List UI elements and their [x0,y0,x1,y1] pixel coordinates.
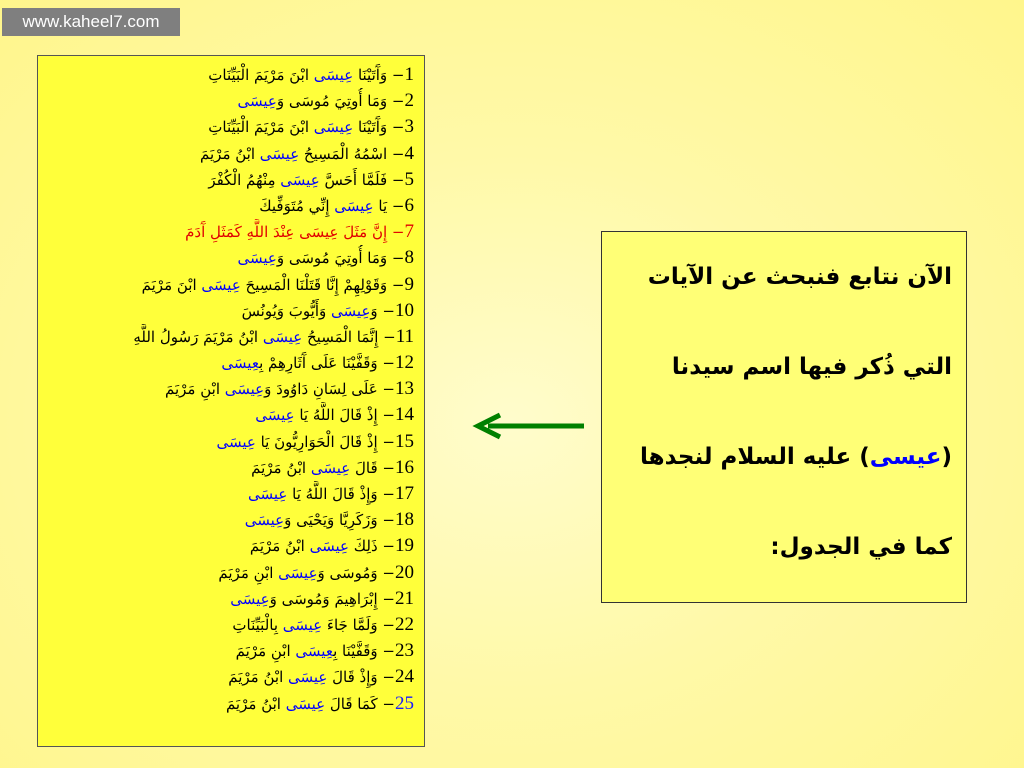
verse-text-before: وَقَوْلِهِمْ إِنَّا قَتَلْنَا الْمَسِيحَ [240,275,388,294]
verse-row [42,402,414,428]
verse-text-before: وَلَمَّا جَاءَ [322,615,378,634]
verse-text-before: وَمَا أُوتِيَ مُوسَى وَ [276,92,388,111]
verse-row [42,193,414,219]
verse-number: 8 [404,247,414,269]
verse-row [42,141,414,167]
verse-number: 11 [395,325,414,347]
verse-dash: − [377,511,395,530]
verse-row [42,324,414,350]
verse-number: 20 [395,561,414,583]
verse-number: 7 [404,221,414,243]
verse-dash: − [377,406,395,425]
verse-number: 24 [395,666,414,688]
info-box [601,231,967,603]
verse-text-before: إِنَّ مَثَلَ [338,223,388,242]
verse-row [42,376,414,402]
verse-dash: − [377,432,395,451]
verse-text-after: إِنِّي مُتَوَفِّيكَ [259,196,335,215]
verse-highlighted-name: عِيسَى [288,668,328,687]
verse-number: 17 [395,483,414,504]
verse-highlighted-name: عِيسَى [216,432,256,451]
verse-number: 9 [404,273,414,295]
verse-dash: − [377,642,395,661]
verse-row [42,272,414,298]
verse-highlighted-name: عِيسَى [262,327,303,346]
verse-text-before: يَا [373,196,388,215]
verse-text-before: وَإِذْ قَالَ [327,668,378,687]
verse-text-before: ذَلِكَ [348,537,378,556]
verse-number: 12 [395,352,414,374]
verse-highlighted-name: عِيسَى [237,92,277,111]
verse-text-after: ابْنُ مَرْيَمَ [225,694,286,713]
verse-text-before: وَ [370,301,378,320]
verse-row [42,507,414,533]
verse-row [42,664,414,690]
verse-number: 5 [404,168,414,190]
verse-list [37,55,425,747]
verse-text-before: وَآَتَيْنَا [353,66,388,84]
verse-dash: − [387,223,405,242]
verse-highlighted-name: عِيسَى [309,537,349,556]
verse-highlighted-name: عِيسَى [282,615,323,634]
verse-highlighted-name: عِيسَى [259,144,300,163]
verse-highlighted-name: عِيسَى [280,170,320,189]
verse-text-before: عَلَى لِسَانِ دَاوُودَ وَ [264,380,378,399]
verse-text-before: وَمَا أُوتِيَ مُوسَى وَ [276,249,388,268]
site-watermark: www.kaheel7.com [2,8,180,36]
verse-highlighted-name: عِيسَى [278,563,318,582]
verse-text-after: ابْنُ مَرْيَمَ [200,144,260,163]
verse-number: 18 [395,509,414,531]
verse-highlighted-name: عِيسَى [334,196,374,215]
verse-text-after: ابْنَ مَرْيَمَ [141,275,202,294]
verse-highlighted-name: عِيسَى [313,118,354,137]
verse-row [42,533,414,559]
verse-dash: − [387,196,405,215]
verse-text-before: كَمَا قَالَ [325,694,378,713]
verse-highlighted-name: عِيسَى [237,249,277,268]
verse-text-before: إِنَّمَا الْمَسِيحُ [302,327,379,346]
left-arrow-icon [470,409,588,445]
verse-dash: − [377,563,395,582]
verse-text-after: عِنْدَ اللَّهِ كَمَثَلِ آَدَمَ [185,223,300,242]
verse-number: 14 [395,404,414,426]
verse-row [42,560,414,586]
verse-text-after: ابْنَ مَرْيَمَ الْبَيِّنَاتِ [208,66,314,84]
verse-number: 2 [404,90,414,112]
info-line-2: التي ذُكر فيها اسم سيدنا [671,354,952,380]
verse-row [42,298,414,324]
verse-number: 22 [395,613,414,635]
verse-dash: − [387,92,405,111]
verse-text-after: ابْنُ مَرْيَمَ [249,537,310,556]
verse-highlighted-name: عِيسَى [331,301,371,320]
verse-dash: − [387,144,405,163]
verse-highlighted-name: عِيسَى [244,511,285,530]
verse-highlighted-name: عِيسَى [255,406,295,425]
verse-highlighted-name: عِيسَى [221,354,260,373]
verse-number: 10 [395,299,414,321]
info-line-4: كما في الجدول: [770,534,952,560]
verse-number: 3 [404,116,414,138]
verse-row [42,114,414,140]
verse-row [42,62,414,88]
verse-number: 16 [395,456,414,478]
verse-text-after: وَأَيُّوبَ وَيُونُسَ [241,301,332,320]
verse-dash: − [377,589,395,608]
verse-number: 21 [395,587,414,609]
verse-text-before: وَإِذْ قَالَ اللَّهُ يَا [287,485,378,503]
verse-dash: − [377,615,395,634]
verse-text-after: ابْنَ مَرْيَمَ الْبَيِّنَاتِ [208,118,314,137]
verse-dash: − [377,458,395,477]
verse-highlighted-name: عِيسَى [230,589,270,608]
verse-dash: − [377,485,395,503]
verse-text-after: ابْنِ مَرْيَمَ [218,563,279,582]
verse-highlighted-name: عِيسَى [313,66,354,84]
verse-dash: − [387,170,405,189]
verse-highlighted-name: عِيسَى [310,458,351,477]
verse-row [42,219,414,245]
verse-highlighted-name: عِيسَى [224,380,265,399]
verse-text-after: مِنْهُمُ الْكُفْرَ [208,170,281,189]
verse-text-after: ابْنُ مَرْيَمَ [228,668,288,687]
verse-text-after: ابْنِ مَرْيَمَ [235,642,296,661]
verse-text-before: وَمُوسَى وَ [317,563,378,582]
verse-dash: − [377,668,395,687]
verse-number: 6 [404,194,414,216]
verse-number: 15 [395,430,414,452]
verse-dash: − [387,275,405,294]
verse-row [42,429,414,455]
verse-text-after: ابْنُ مَرْيَمَ رَسُولُ اللَّهِ [133,327,263,346]
verse-row [42,245,414,271]
verse-text-before: إِذْ قَالَ الْحَوَارِيُّونَ يَا [255,432,378,451]
verse-row [42,638,414,664]
verse-dash: − [377,354,395,373]
verse-row [42,88,414,114]
verse-row [42,691,414,717]
verse-text-before: اسْمُهُ الْمَسِيحُ [299,144,388,163]
verse-highlighted-name: عِيسَى [285,694,326,713]
verse-highlighted-name: عِيسَى [299,223,339,242]
verse-text-before: وَقَفَّيْنَا عَلَى آَثَارِهِمْ بِ [259,354,378,373]
verse-dash: − [377,694,395,713]
verse-highlighted-name: عِيسَى [201,275,241,294]
info-line-1: الآن نتابع فنبحث عن الآيات [647,264,952,290]
verse-highlighted-name: عِيسَى [247,485,288,503]
verse-text-before: وَقَفَّيْنَا بِ [333,642,378,661]
verse-highlighted-name: عِيسَى [295,642,334,661]
verse-dash: − [387,249,405,268]
verse-row [42,586,414,612]
verse-row [42,481,414,507]
verse-text-after: بِالْبَيِّنَاتِ [232,615,283,634]
verse-dash: − [387,66,405,84]
verse-text-before: قَالَ [350,458,378,477]
verse-number: 4 [404,142,414,164]
highlighted-name: عيسى [869,444,942,470]
verse-dash: − [378,327,396,346]
verse-row [42,455,414,481]
verse-text-after: ابْنُ مَرْيَمَ [251,458,311,477]
verse-dash: − [377,301,395,320]
verse-text-after: ابْنِ مَرْيَمَ [164,380,225,399]
verse-row [42,612,414,638]
info-line-3: (عيسى) عليه السلام لنجدها [640,444,952,470]
verse-text-before: فَلَمَّا أَحَسَّ [319,170,388,189]
verse-number: 25 [395,692,414,714]
verse-dash: − [387,118,405,137]
verse-number: 13 [395,378,414,400]
verse-text-before: إِذْ قَالَ اللَّهُ يَا [294,406,378,425]
verse-number: 23 [395,640,414,662]
verse-row [42,350,414,376]
verse-dash: − [377,537,395,556]
verse-number: 19 [395,535,414,557]
verse-number: 1 [404,64,414,85]
verse-row [42,167,414,193]
verse-text-before: إِبْرَاهِيمَ وَمُوسَى وَ [269,589,378,608]
verse-text-before: وَآَتَيْنَا [353,118,388,137]
verse-text-before: وَزَكَرِيَّا وَيَحْيَى وَ [284,511,378,530]
verse-dash: − [377,380,395,399]
